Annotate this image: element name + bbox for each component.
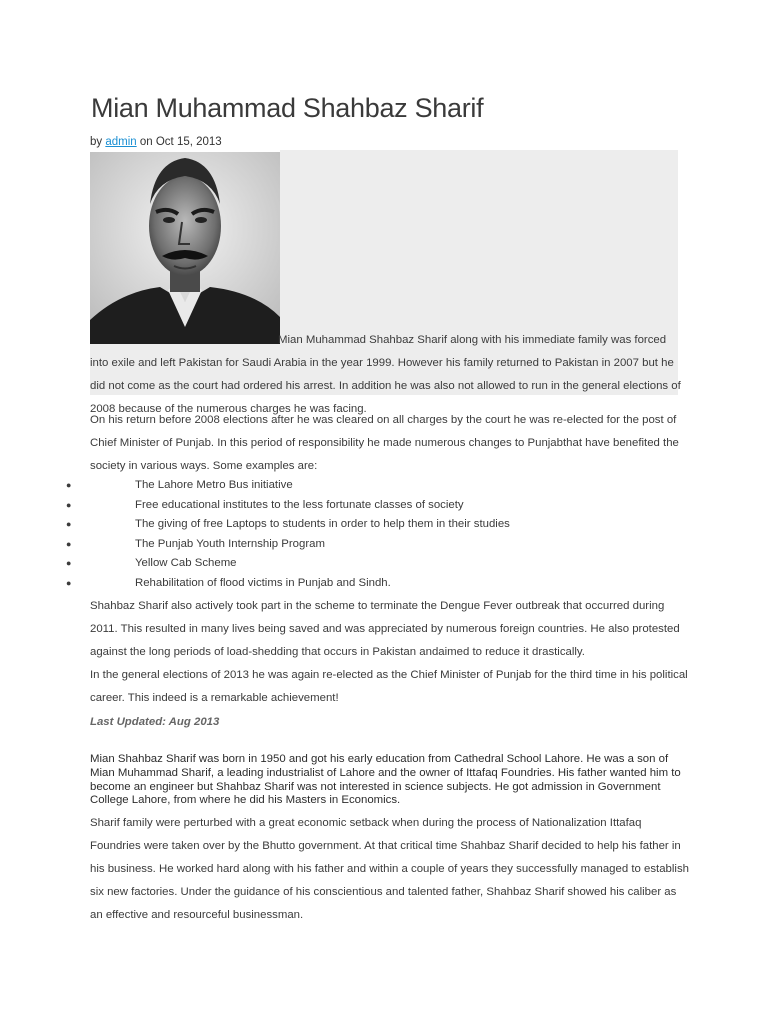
last-updated: Last Updated: Aug 2013 xyxy=(90,716,220,728)
portrait-photo xyxy=(90,152,280,344)
list-item: ● Rehabilitation of flood victims in Punjab and Sindh. xyxy=(66,574,510,594)
page-title: Mian Muhammad Shahbaz Sharif xyxy=(91,93,484,123)
bullet-icon: ● xyxy=(66,558,72,568)
achievements-intro: On his return before 2008 elections after he was cleared on all charges by the court he was re-elected for the post of Chief Minister of Punjab. In this period of responsibility he made numerous changes to Punjabthat have benefited the society in various ways. Some examples are: xyxy=(90,414,679,472)
byline xyxy=(90,136,222,148)
business-paragraph: Sharif family were perturbed with a great economic setback when during the process of Nationalization Ittafaq Foundries were taken over by the Bhutto government. At that critical time Shahbaz Sharif decided to help his father in his business. He worked hard along with his father and within a couple of years they successfully managed to establish six new factories. Under the guidance of his conscientious and talented father, Shahbaz Sharif showed his caliber as an effective and resourceful businessman. xyxy=(90,817,689,921)
bullet-icon: ● xyxy=(66,480,72,490)
bullet-icon: ● xyxy=(66,499,72,510)
list-item: ● Free educational institutes to the less fortunate classes of society xyxy=(66,496,510,516)
bullet-icon: ● xyxy=(66,577,72,588)
intro-paragraph xyxy=(90,329,682,421)
list-item: ● Yellow Cab Scheme xyxy=(66,554,510,574)
byline-date: on Oct 15, 2013 xyxy=(136,136,222,148)
list-item: ● The Lahore Metro Bus initiative xyxy=(66,476,510,496)
intro-text: Mian Muhammad Shahbaz Sharif along with his immediate family was forced into exile and left Pakistan for Saudi Arabia in the year 1999. However his family returned to Pakistan in 2007 but he did not come as the court had ordered his arrest. In addition he was also not allowed to run in the general elections of 2008 because of the numerous charges he was facing. xyxy=(90,334,681,415)
author-link[interactable]: admin xyxy=(105,136,137,148)
achievements-list xyxy=(66,476,510,593)
bullet-icon: ● xyxy=(66,538,72,549)
bullet-icon: ● xyxy=(66,519,72,529)
list-item: ● The giving of free Laptops to students in order to help them in their studies xyxy=(66,515,510,535)
elections-paragraph: In the general elections of 2013 he was again re-elected as the Chief Minister of Punjab for the third time in his political career. This indeed is a remarkable achievement! xyxy=(90,669,688,704)
list-item: ● The Punjab Youth Internship Program xyxy=(66,535,510,555)
dengue-paragraph: Shahbaz Sharif also actively took part in the scheme to terminate the Dengue Fever outbreak that occurred during 2011. This resulted in many lives being saved and was appreciated by numerous foreign countries. He also protested against the long periods of load-shedding that occurs in Pakistan andaimed to reduce it drastically. xyxy=(90,600,680,658)
byline-prefix: by xyxy=(90,136,106,148)
early-life-paragraph: Mian Shahbaz Sharif was born in 1950 and got his early education from Cathedral School Lahore. He was a son of Mian Muhammad Sharif, a leading industrialist of Lahore and the owner of Ittafaq Foundries. His father wanted him to become an engineer but Shahbaz Sharif was not interested in science subjects. He got admission in Government College Lahore, from where he did his Masters in Economics. xyxy=(90,753,681,807)
